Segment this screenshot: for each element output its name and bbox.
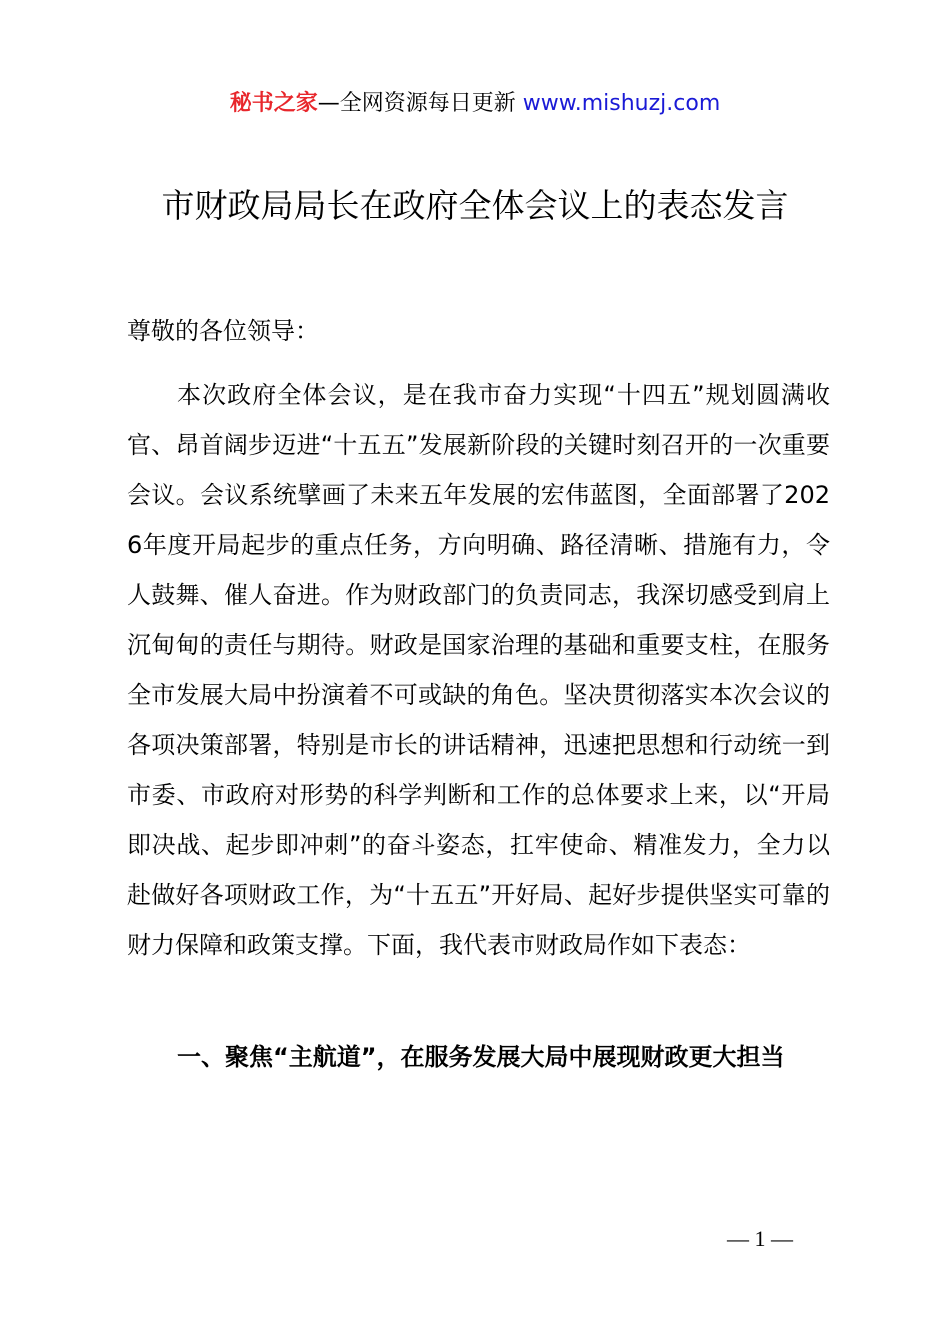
site-url-link[interactable]: www.mishuzj.com [522, 91, 721, 116]
section-heading: 一、聚焦“主航道”，在服务发展大局中展现财政更大担当 [177, 1043, 785, 1071]
salutation: 尊敬的各位领导： [127, 317, 319, 345]
page-number: — 1 — [727, 1226, 793, 1251]
site-brand: 秘书之家 [229, 91, 318, 116]
site-slogan: —全网资源每日更新 [317, 91, 523, 116]
site-banner [0, 88, 950, 120]
document-title: 市财政局局长在政府全体会议上的表态发言 [161, 186, 789, 225]
body-paragraph: 本次政府全体会议，是在我市奋力实现“十四五”规划圆满收官、昂首阔步迈进“十五五”发展新阶段的关键时刻召开的一次重要会议。会议系统擘画了未来五年发展的宏伟蓝图，全面部署了2026年度开局起步的重点任务，方向明确、路径清晰、措施有力，令人鼓舞、催人奋进。作为财政部门的负责同志，我深切感受到肩上沉甸甸的责任与期待。财政是国家治理的基础和重要支柱，在服务全市发展大局中扮演着不可或缺的角色。坚决贯彻落实本次会议的各项决策部署，特别是市长的讲话精神，迅速把思想和行动统一到市委、市政府对形势的科学判断和工作的总体要求上来，以“开局即决战、起步即冲刺”的奋斗姿态，扛牢使命、精准发力，全力以赴做好各项财政工作，为“十五五”开好局、起好步提供坚实可靠的财力保障和政策支撑。下面，我代表市财政局作如下表态： [127, 381, 830, 959]
